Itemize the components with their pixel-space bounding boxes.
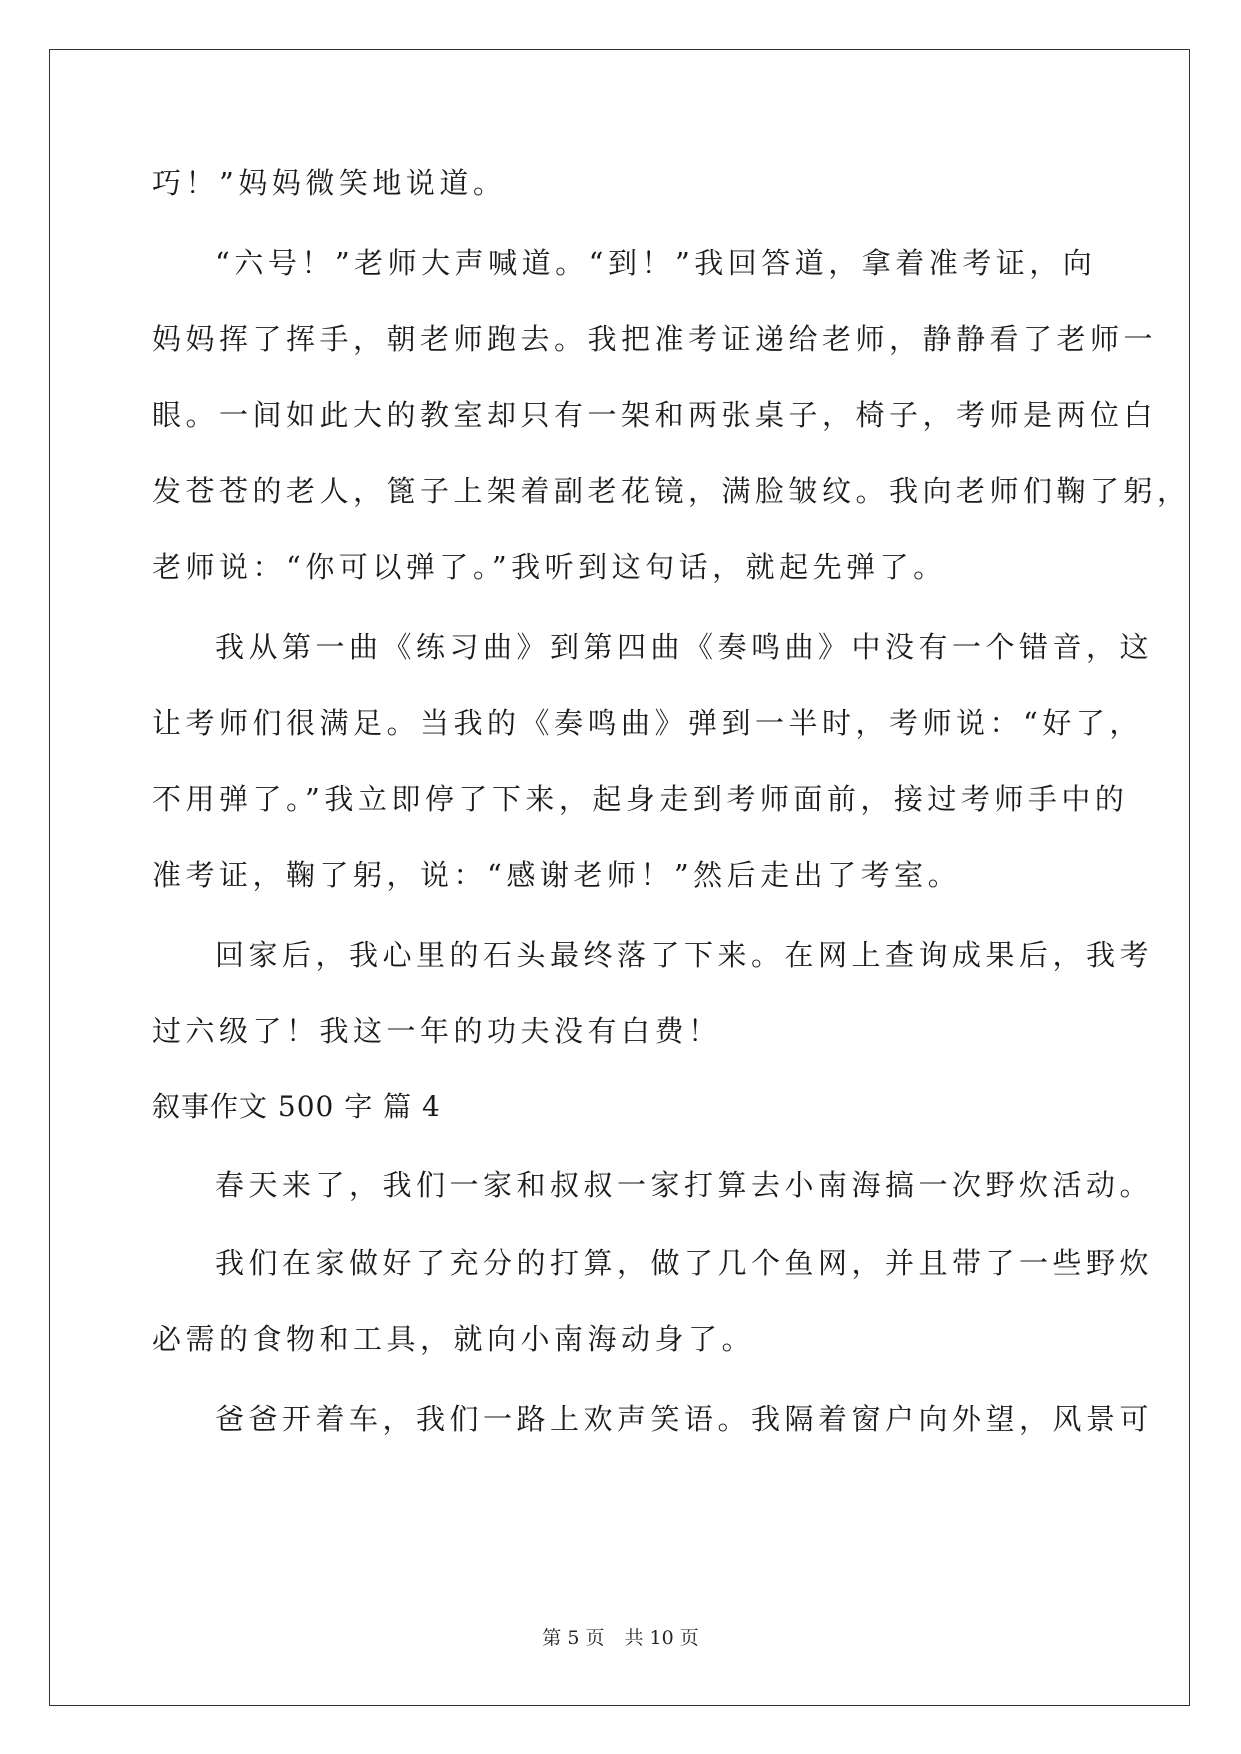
- text-line: 发苍苍的老人，篦子上架着副老花镜，满脸皱纹。我向老师们鞠了躬，: [152, 474, 1191, 508]
- text-line: 必需的食物和工具，就向小南海动身了。: [152, 1322, 756, 1356]
- text-line: “六号！”老师大声喊道。“到！”我回答道，拿着准考证，向: [215, 246, 1097, 280]
- text-line: 我从第一曲《练习曲》到第四曲《奏鸣曲》中没有一个错音，这: [215, 630, 1154, 664]
- page-footer: [0, 1626, 1241, 1650]
- text-line: 回家后，我心里的石头最终落了下来。在网上查询成果后，我考: [215, 938, 1154, 972]
- text-line: 过六级了！我这一年的功夫没有白费！: [152, 1014, 722, 1048]
- text-line: 巧！”妈妈微笑地说道。: [152, 166, 507, 200]
- text-line: 爸爸开着车，我们一路上欢声笑语。我隔着窗户向外望，风景可: [215, 1402, 1154, 1436]
- text-line: 眼。一间如此大的教室却只有一架和两张桌子，椅子，考师是两位白: [152, 398, 1158, 432]
- text-line: 春天来了，我们一家和叔叔一家打算去小南海搞一次野炊活动。: [215, 1168, 1154, 1202]
- page-number: 第 5 页: [542, 1627, 605, 1649]
- section-heading: 叙事作文 500 字 篇 4: [152, 1090, 441, 1123]
- text-line: 老师说：“你可以弹了。”我听到这句话，就起先弹了。: [152, 550, 947, 584]
- text-line: 妈妈挥了挥手，朝老师跑去。我把准考证递给老师，静静看了老师一: [152, 322, 1158, 356]
- text-line: 准考证，鞠了躬，说：“感谢老师！”然后走出了考室。: [152, 858, 962, 892]
- text-line: 我们在家做好了充分的打算，做了几个鱼网，并且带了一些野炊: [215, 1246, 1154, 1280]
- text-line: 让考师们很满足。当我的《奏鸣曲》弹到一半时，考师说：“好了，: [152, 706, 1143, 740]
- text-line: 不用弹了。”我立即停了下来，起身走到考师面前，接过考师手中的: [152, 782, 1129, 816]
- page-total: 共 10 页: [624, 1627, 699, 1649]
